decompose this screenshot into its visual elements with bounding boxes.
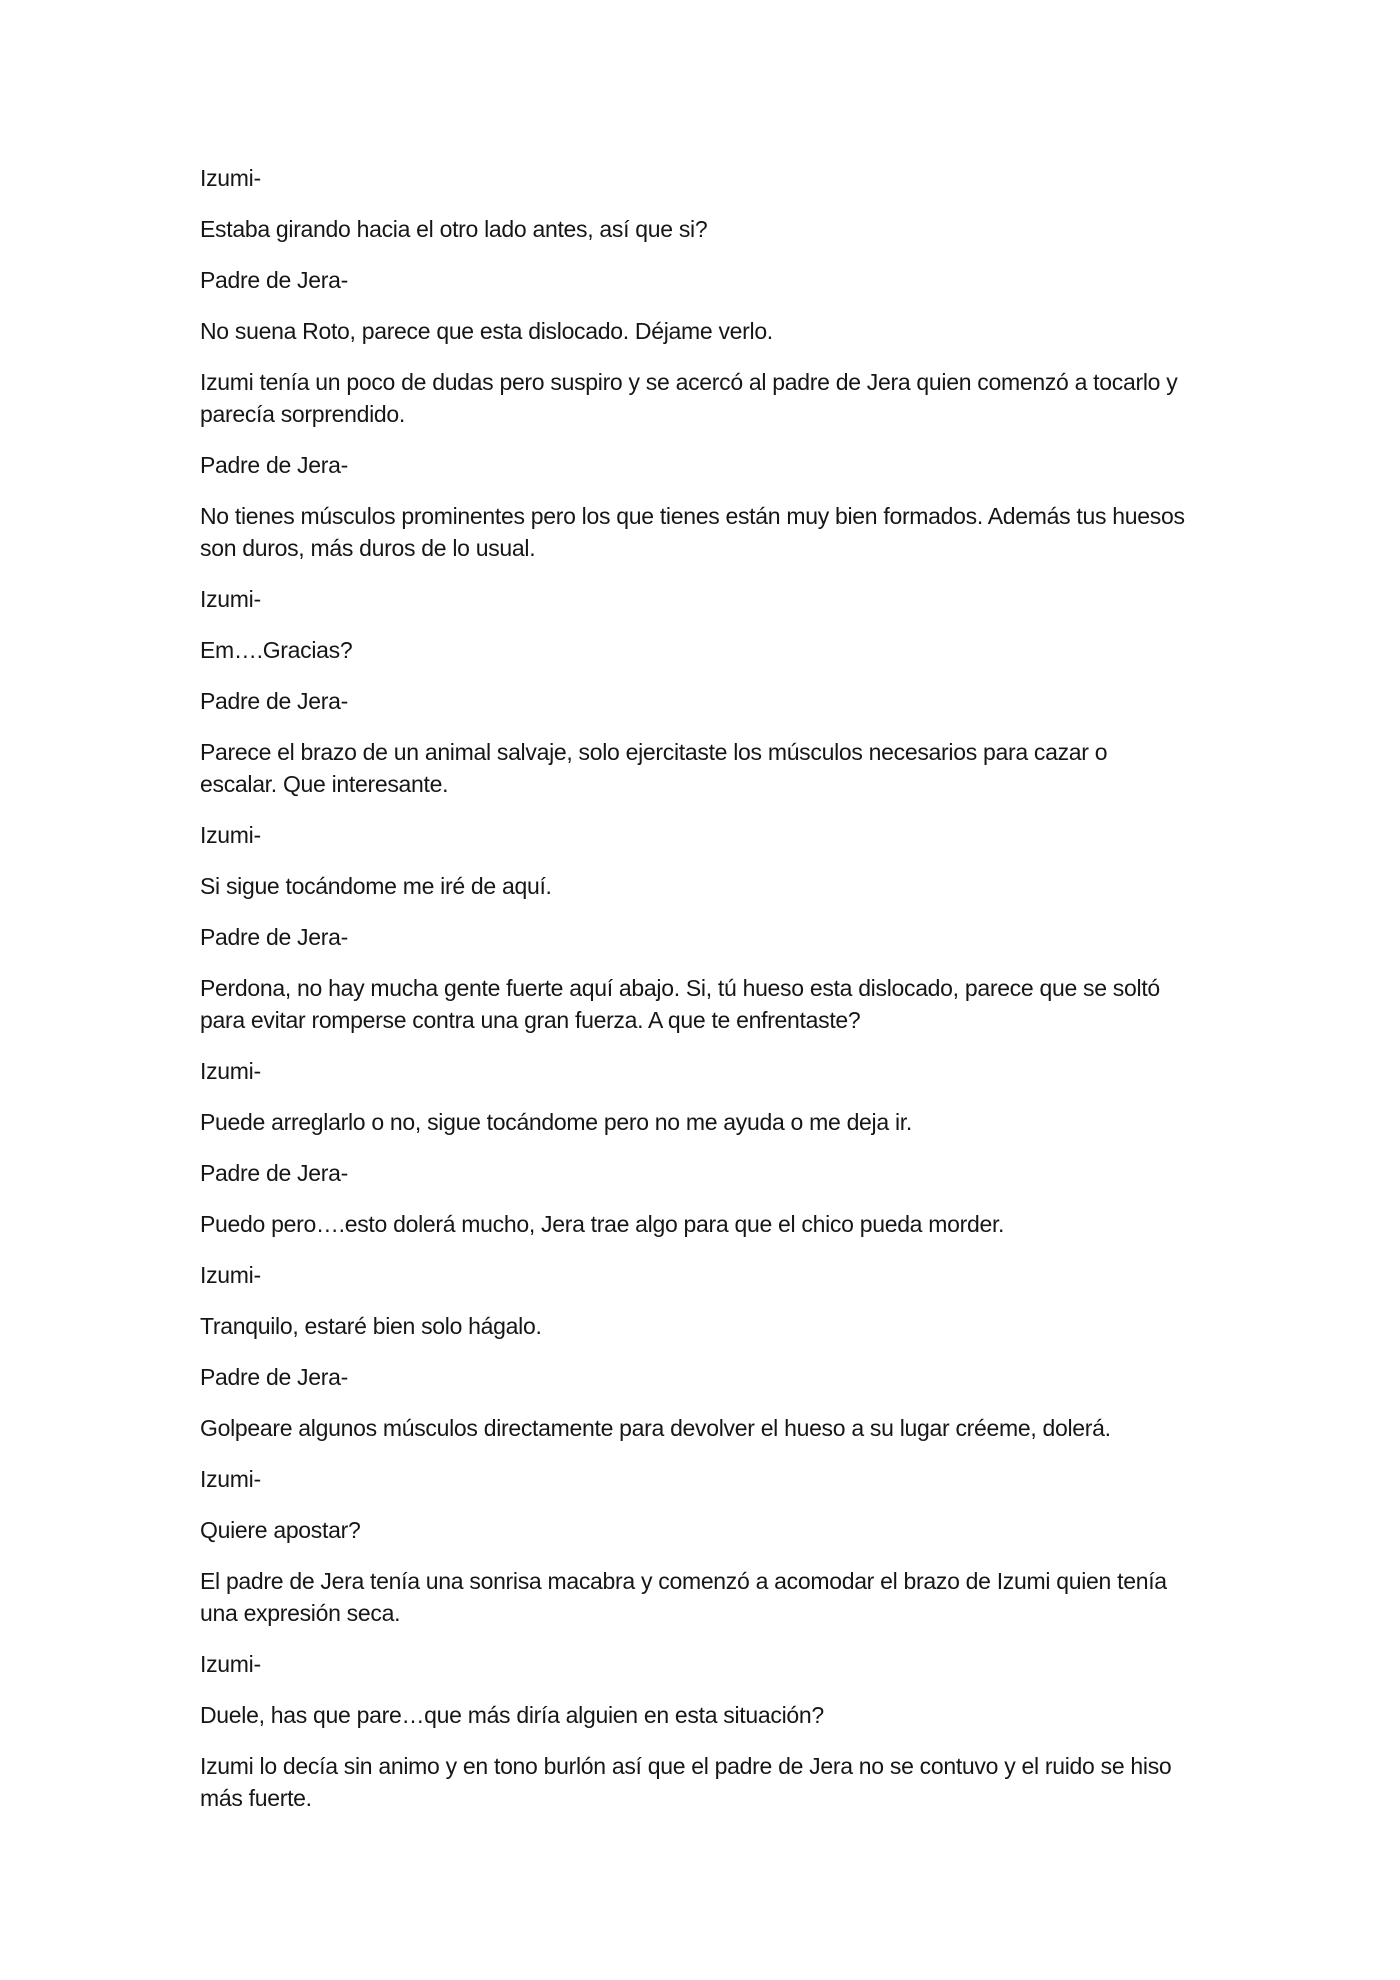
speaker-label: Padre de Jera- [200, 924, 348, 950]
dialogue-line: Parece el brazo de un animal salvaje, solo ejercitaste los músculos necesarios para cazar o escalar. Que interesante. [200, 739, 1108, 797]
dialogue-line: Puedo pero….esto dolerá mucho, Jera trae algo para que el chico pueda morder. [200, 1211, 1005, 1237]
narration-paragraph: Izumi tenía un poco de dudas pero suspiro y se acercó al padre de Jera quien comenzó a tocarlo y parecía sorprendido. [200, 369, 1178, 427]
speaker-label: Izumi- [200, 1058, 261, 1084]
document-body [200, 162, 1190, 1833]
narration-paragraph: Izumi lo decía sin animo y en tono burlón así que el padre de Jera no se contuvo y el ruido se hiso más fuerte. [200, 1753, 1172, 1811]
dialogue-line: Puede arreglarlo o no, sigue tocándome pero no me ayuda o me deja ir. [200, 1109, 912, 1135]
speaker-label: Padre de Jera- [200, 267, 348, 293]
speaker-label: Izumi- [200, 1466, 261, 1492]
dialogue-line: No tienes músculos prominentes pero los que tienes están muy bien formados. Además tus huesos son duros, más duros de lo usual. [200, 503, 1185, 561]
speaker-label: Padre de Jera- [200, 1364, 348, 1390]
speaker-label: Padre de Jera- [200, 452, 348, 478]
speaker-label: Izumi- [200, 165, 261, 191]
dialogue-line: Si sigue tocándome me iré de aquí. [200, 873, 552, 899]
speaker-label: Izumi- [200, 1262, 261, 1288]
dialogue-line: No suena Roto, parece que esta dislocado. Déjame verlo. [200, 318, 773, 344]
speaker-label: Padre de Jera- [200, 1160, 348, 1186]
dialogue-line: Golpeare algunos músculos directamente para devolver el hueso a su lugar créeme, dolerá. [200, 1415, 1111, 1441]
dialogue-line: Quiere apostar? [200, 1517, 361, 1543]
dialogue-line: Tranquilo, estaré bien solo hágalo. [200, 1313, 542, 1339]
dialogue-line: Em….Gracias? [200, 637, 353, 663]
speaker-label: Izumi- [200, 586, 261, 612]
dialogue-line: Estaba girando hacia el otro lado antes, así que si? [200, 216, 708, 242]
speaker-label: Izumi- [200, 1651, 261, 1677]
speaker-label: Izumi- [200, 822, 261, 848]
dialogue-line: Perdona, no hay mucha gente fuerte aquí abajo. Si, tú hueso esta dislocado, parece que se soltó para evitar romperse contra una gran fuerza. A que te enfrentaste? [200, 975, 1160, 1033]
dialogue-line: Duele, has que pare…que más diría alguien en esta situación? [200, 1702, 824, 1728]
narration-paragraph: El padre de Jera tenía una sonrisa macabra y comenzó a acomodar el brazo de Izumi quien tenía una expresión seca. [200, 1568, 1167, 1626]
speaker-label: Padre de Jera- [200, 688, 348, 714]
